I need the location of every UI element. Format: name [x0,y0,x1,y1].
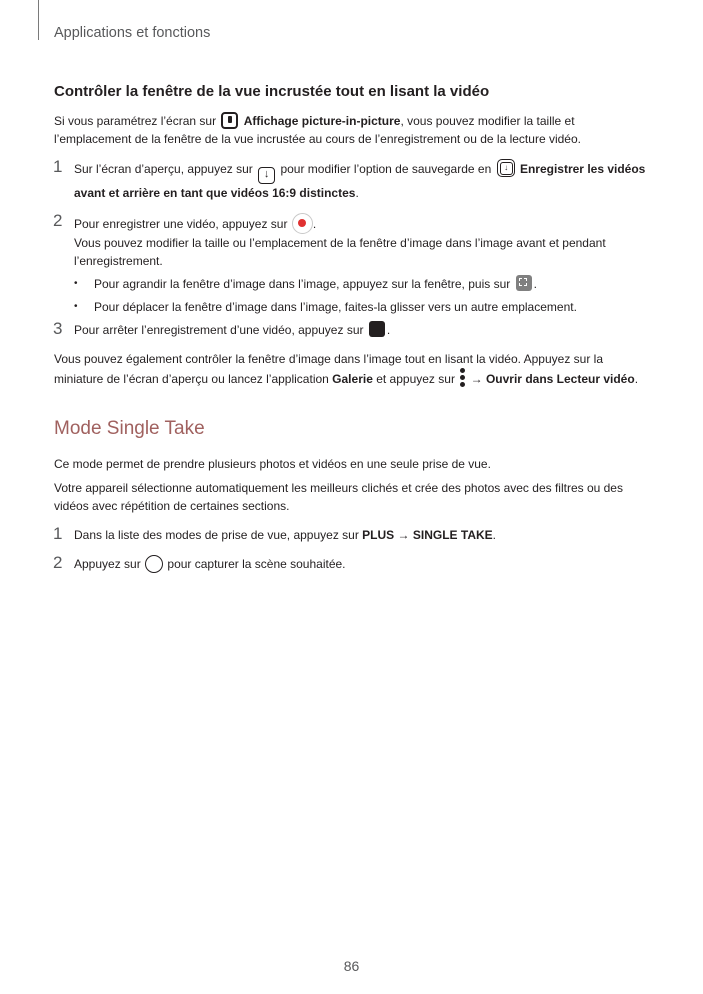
step-number: 2 [53,553,63,572]
step-1: 1 Sur l’écran d’aperçu, appuyez sur ↓ pour modifier l’option de sauvegarde en ↓ Enregistrer les vidéos avant et arrière en tant que vidéos 16:9 distinctes. [53,157,646,200]
page-number: 86 [343,958,360,974]
expand-window-icon [516,275,532,291]
record-icon [292,213,313,234]
separate-save-icon: ↓ [497,159,515,177]
shutter-icon [145,555,163,573]
single-take-step-2: 2 Appuyez sur pour capturer la scène souhaitée. [53,553,346,572]
single-take-step-1: 1 Dans la liste des modes de prise de vue, appuyez sur PLUS → SINGLE TAKE. [53,524,496,543]
pip-view-icon [221,112,238,129]
step-2: 2 Pour enregistrer une vidéo, appuyez sur . Vous pouvez modifier la taille ou l’emplacement de la fenêtre d’image dans l’image avant et pendant l’enregistrement. [54,213,654,270]
section-title-single-take: Mode Single Take [54,418,205,439]
section-heading-pip: Contrôler la fenêtre de la vue incrustée tout en lisant la vidéo [54,83,490,100]
main-content [54,83,654,573]
step-number: 2 [53,211,63,230]
single-take-p2: Votre appareil sélectionne automatiquement les meilleurs clichés et crée des photos avec des filtres ou des vidéos avec répétition de certaines sections. [54,481,623,513]
step-number: 1 [53,157,63,176]
more-options-icon [460,368,465,388]
step-number: 3 [53,319,63,338]
step-number: 1 [53,524,63,543]
step-2-note: Vous pouvez modifier la taille ou l’emplacement de la fenêtre d’image dans l’image avant et pendant l’enregistrement. [74,236,606,268]
save-option-icon: ↓ [258,167,275,184]
single-take-p1: Ce mode permet de prendre plusieurs photos et vidéos en une seule prise de vue. [54,457,491,471]
page-header: Applications et fonctions [54,25,211,41]
bullet-move: • Pour déplacer la fenêtre d’image dans l’image, faites-la glisser vers un autre emplacement. [74,300,577,314]
bullet-enlarge: • Pour agrandir la fenêtre d’image dans l’image, appuyez sur la fenêtre, puis sur . [74,277,537,291]
pip-intro: Si vous paramétrez l’écran sur Affichage picture-in-picture, vous pouvez modifier la taille et l’emplacement de la fenêtre de la vue incrustée au cours de l’enregistrement ou de la lecture vidéo. [54,114,581,146]
step-3: 3 Pour arrêter l’enregistrement d’une vidéo, appuyez sur . [53,319,391,338]
stop-icon [369,321,385,337]
pip-outro: Vous pouvez également contrôler la fenêtre d’image dans l’image tout en lisant la vidéo. Appuyez sur la miniature de l’écran d’aperçu ou lancez l’application Galerie et appuyez sur → Ouvrir dans Lecteur vidéo. [54,352,639,386]
header-divider [38,0,39,40]
